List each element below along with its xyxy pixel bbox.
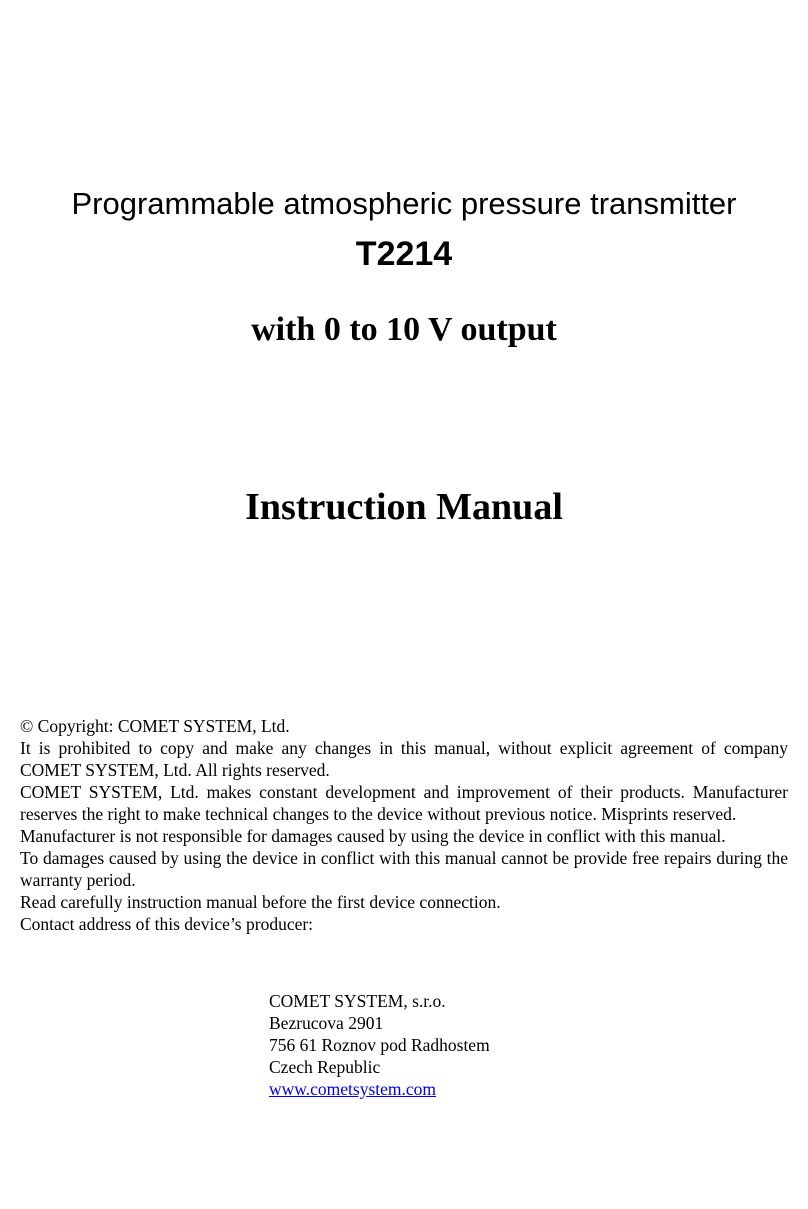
development-paragraph: COMET SYSTEM, Ltd. makes constant development and improvement of their products. Manufacturer reserves the right to make technical changes to the device without previous notice. Misprints reserved.: [20, 782, 788, 824]
website-link[interactable]: www.cometsystem.com: [269, 1079, 437, 1099]
company-name: COMET SYSTEM, s.r.o.: [269, 991, 446, 1011]
manual-title: Instruction Manual: [245, 486, 563, 528]
warranty-paragraph: To damages caused by using the device in conflict with this manual cannot be provide free repairs during the warranty period.: [20, 848, 788, 890]
output-subtitle: with 0 to 10 V output: [251, 311, 557, 348]
model-number: T2214: [355, 235, 453, 273]
product-title: Programmable atmospheric pressure transmitter: [71, 186, 737, 221]
read-carefully-line: Read carefully instruction manual before the first device connection.: [20, 892, 501, 912]
street-line: Bezrucova 2901: [269, 1013, 384, 1033]
producer-address: [269, 990, 490, 1100]
city-line: 756 61 Roznov pod Radhostem: [269, 1035, 490, 1055]
responsibility-paragraph: Manufacturer is not responsible for damages caused by using the device in conflict with this manual.: [20, 826, 726, 846]
copyright-line: © Copyright: COMET SYSTEM, Ltd.: [20, 716, 290, 736]
contact-intro-line: Contact address of this device’s producer:: [20, 914, 314, 934]
prohibited-paragraph: It is prohibited to copy and make any changes in this manual, without explicit agreement of company COMET SYSTEM, Ltd. All rights reserved.: [20, 738, 788, 780]
country-line: Czech Republic: [269, 1057, 381, 1077]
legal-notice: [20, 715, 788, 935]
